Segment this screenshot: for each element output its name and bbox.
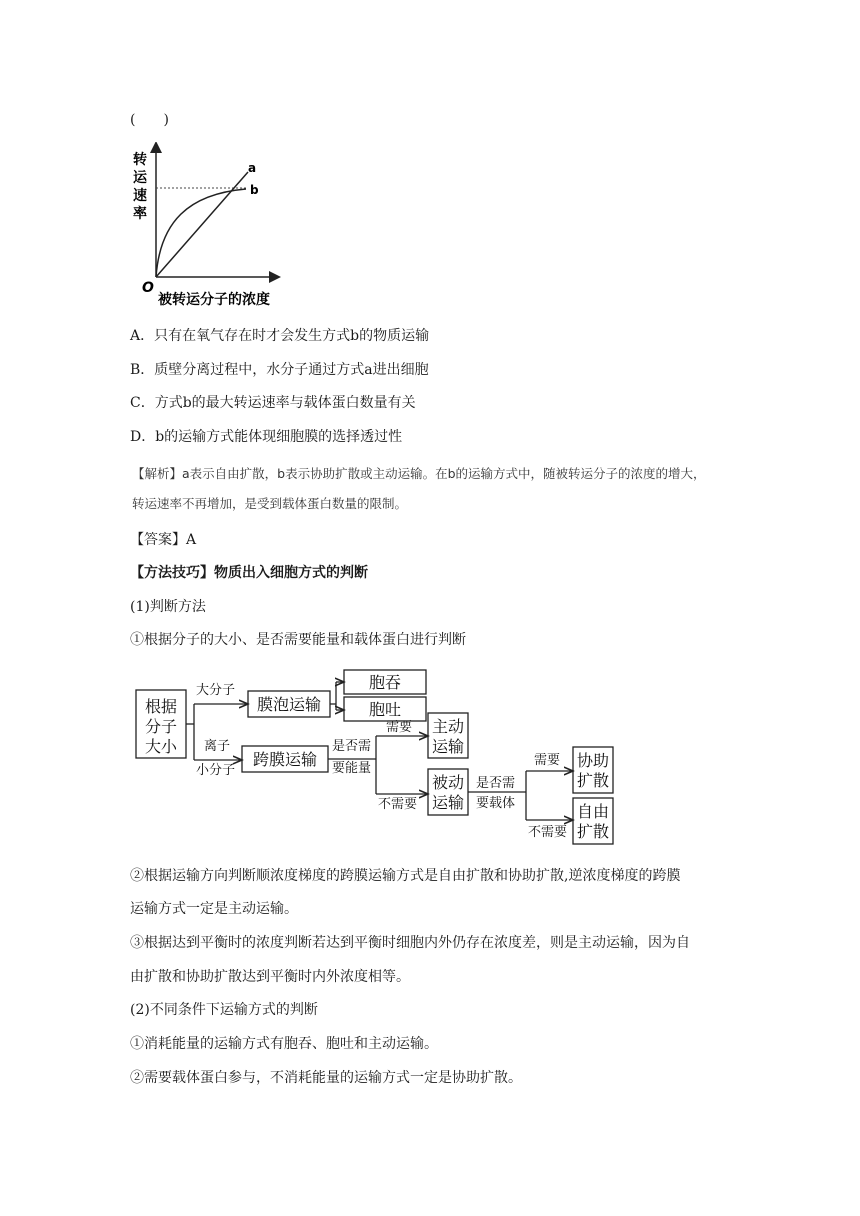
graph-origin: O xyxy=(142,280,154,296)
flow-facilitated-2: 扩散 xyxy=(576,771,610,790)
analysis-line-2: 转运速率不再增加，是受到载体蛋白数量的限制。 xyxy=(132,496,408,511)
flow-facilitated-1: 协助 xyxy=(576,751,610,770)
option-c: C．方式b的最大转运速率与载体蛋白数量有关 xyxy=(130,395,416,411)
graph-label-b: b xyxy=(250,183,259,197)
flow-passive-1: 被动 xyxy=(431,773,465,792)
graph-label-a: a xyxy=(248,161,257,175)
flow-not-need: 不需要 xyxy=(378,797,418,812)
method-item3-line1: ③根据达到平衡时的浓度判断若达到平衡时细胞内外仍存在浓度差，则是主动运输，因为自 xyxy=(130,935,690,951)
flow-root-3: 大小 xyxy=(144,737,178,756)
method-item2-line2: 运输方式一定是主动运输。 xyxy=(130,901,298,917)
method-heading: 【方法技巧】物质出入细胞方式的判断 xyxy=(130,565,368,581)
flow-passive-2: 运输 xyxy=(431,793,465,812)
flow-not-need-2: 不需要 xyxy=(528,825,568,840)
analysis-line-1: 【解析】a表示自由扩散，b表示协助扩散或主动运输。在b的运输方式中，随被转运分子的浓度的增大， xyxy=(132,466,706,481)
flow-need-2: 需要 xyxy=(534,753,561,768)
method-item5: ②需要载体蛋白参与，不消耗能量的运输方式一定是协助扩散。 xyxy=(130,1070,522,1086)
flow-active-2: 运输 xyxy=(431,737,465,756)
graph-ylabel-2: 运 xyxy=(133,170,147,186)
method-item3-line2: 由扩散和协助扩散达到平衡时内外浓度相等。 xyxy=(130,969,410,985)
flow-energy-q-1: 是否需 xyxy=(332,739,372,754)
flow-carrier-q-1: 是否需 xyxy=(476,776,516,791)
flow-vesicle: 膜泡运输 xyxy=(256,695,322,714)
method-item2-line1: ②根据运输方向判断顺浓度梯度的跨膜运输方式是自由扩散和协助扩散,逆浓度梯度的跨膜 xyxy=(130,868,681,884)
option-a: A．只有在氧气存在时才会发生方式b的物质运输 xyxy=(130,328,430,344)
flow-diagram xyxy=(130,664,630,849)
flow-need: 需要 xyxy=(386,720,413,735)
flow-root-2: 分子 xyxy=(144,717,178,736)
method-sub2: (2)不同条件下运输方式的判断 xyxy=(130,1002,318,1018)
option-b: B．质壁分离过程中，水分子通过方式a进出细胞 xyxy=(130,362,429,378)
flow-root-1: 根据 xyxy=(144,697,178,716)
flow-energy-q-2: 要能量 xyxy=(332,761,372,776)
graph-curve-b xyxy=(156,189,246,277)
graph-ylabel-1: 转 xyxy=(133,152,147,168)
method-item4: ①消耗能量的运输方式有胞吞、胞吐和主动运输。 xyxy=(130,1036,438,1052)
flow-active-1: 主动 xyxy=(431,717,465,736)
graph-xlabel: 被转运分子的浓度 xyxy=(158,292,270,308)
flow-carrier-q-2: 要载体 xyxy=(476,796,516,811)
flow-transmembrane: 跨膜运输 xyxy=(252,750,318,769)
transport-rate-graph xyxy=(128,142,298,312)
flow-small: 小分子 xyxy=(196,763,236,778)
flow-ion: 离子 xyxy=(204,739,231,754)
graph-ylabel-3: 速 xyxy=(133,188,147,204)
flow-big: 大分子 xyxy=(196,683,236,698)
graph-ylabel-4: 率 xyxy=(133,206,147,222)
flow-free-1: 自由 xyxy=(576,802,610,821)
flow-free-2: 扩散 xyxy=(576,822,610,841)
flow-endo: 胞吞 xyxy=(368,673,402,692)
option-d: D．b的运输方式能体现细胞膜的选择透过性 xyxy=(130,429,403,445)
method-item1: ①根据分子的大小、是否需要能量和载体蛋白进行判断 xyxy=(130,632,466,648)
flow-exo: 胞吐 xyxy=(368,700,402,719)
method-sub1: (1)判断方法 xyxy=(130,599,206,615)
answer: 【答案】A xyxy=(130,532,197,548)
question-bracket: ( ) xyxy=(130,112,169,128)
